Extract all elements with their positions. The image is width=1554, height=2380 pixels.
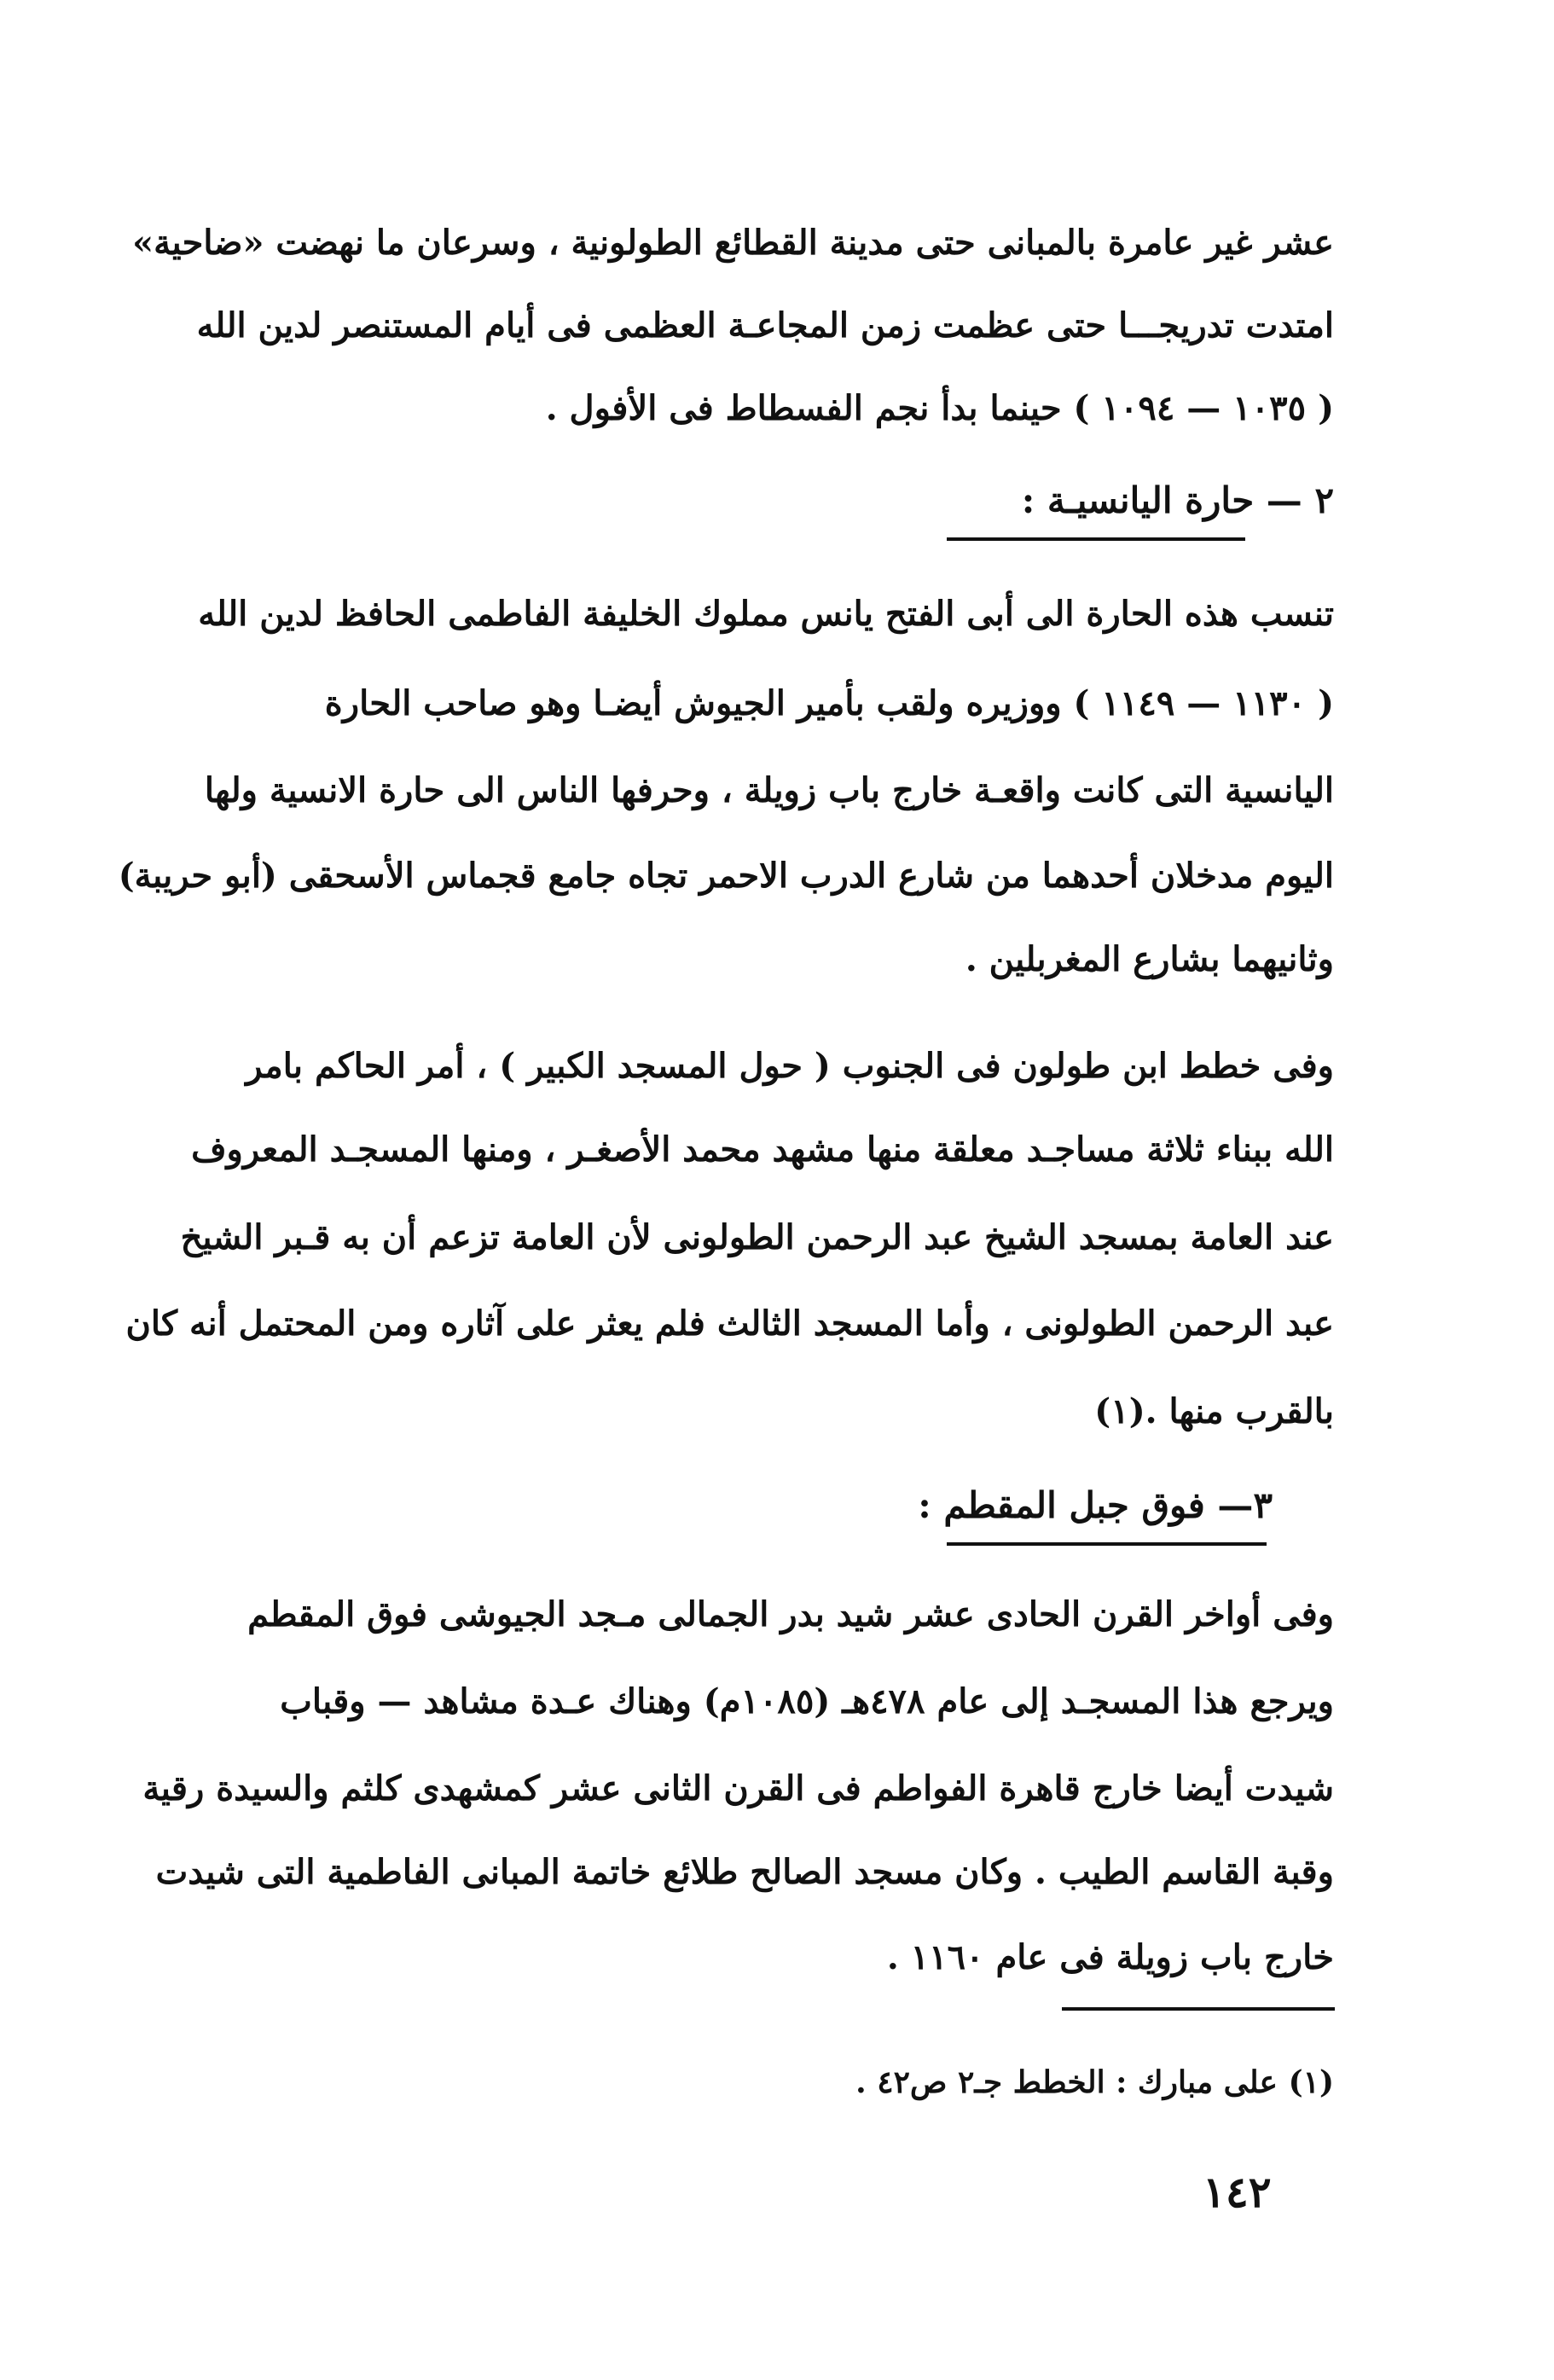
paragraph-3-line-2: الله ببناء ثلاثة مساجـد معلقة منها مشهد محمد الأصغـر ، ومنها المسجـد المعروف: [191, 1129, 1334, 1170]
paragraph-2-line-1: تنسب هذه الحارة الى أبى الفتح يانس مملوك الخليفة الفاطمى الحافظ لدين الله: [198, 594, 1334, 634]
paragraph-3-line-3: عند العامة بمسجد الشيخ عبد الرحمن الطولونى لأن العامة تزعم أن به قـبر الشيخ: [180, 1217, 1334, 1257]
paragraph-2-line-4: اليوم مدخلان أحدهما من شارع الدرب الاحمر تجاه جامع قجماس الأسحقى (أبو حريبة): [118, 856, 1334, 896]
paragraph-4-line-1: وفى أواخر القرن الحادى عشر شيد بدر الجمالى مـجد الجيوشى فوق المقطم: [247, 1594, 1334, 1634]
footnote-separator: [1062, 2007, 1335, 2011]
paragraph-2-line-5: وثانيهما بشارع المغربلين .: [965, 939, 1334, 979]
paragraph-3-line-5: بالقرب منها .(١): [1094, 1391, 1334, 1431]
paragraph-1-line-3: ( ١٠٣٥ — ١٠٩٤ ) حينما بدأ نجم الفسطاط فى الأفول .: [545, 388, 1334, 428]
paragraph-4-line-4: وقبة القاسم الطيب . وكان مسجد الصالح طلائع خاتمة المبانى الفاطمية التى شيدت: [155, 1852, 1334, 1892]
page-number: ١٤٢: [1203, 2167, 1272, 2217]
paragraph-1-line-1: عشر غير عامرة بالمبانى حتى مدينة القطائع الطولونية ، وسرعان ما نهضت «ضاحية»: [132, 223, 1334, 263]
paragraph-3-line-4: عبد الرحمن الطولونى ، وأما المسجد الثالث فلم يعثر على آثاره ومن المحتمل أنه كان: [125, 1303, 1334, 1344]
paragraph-2-line-2: ( ١١٣٠ — ١١٤٩ ) ووزيره ولقب بأمير الجيوش أيضـا وهو صاحب الحارة: [324, 683, 1334, 723]
heading-2-underline: [947, 537, 1245, 541]
section-heading-3: ٣— فوق جبل المقطم :: [918, 1484, 1273, 1526]
paragraph-2-line-3: اليانسية التى كانت واقعـة خارج باب زويلة ، وحرفها الناس الى حارة الانسية ولها: [204, 770, 1334, 810]
heading-3-underline: [947, 1542, 1267, 1546]
paragraph-1-line-2: امتدت تدريجـــا حتى عظمت زمن المجاعـة العظمى فى أيام المستنصر لدين الله: [196, 305, 1334, 345]
paragraph-4-line-3: شيدت أيضا خارج قاهرة الفواطم فى القرن الثانى عشر كمشهدى كلثم والسيدة رقية: [142, 1768, 1334, 1808]
paragraph-3-line-1: وفى خطط ابن طولون فى الجنوب ( حول المسجد الكبير ) ، أمر الحاكم بامر: [246, 1046, 1334, 1086]
paragraph-4-line-5: خارج باب زويلة فى عام ١١٦٠ .: [886, 1937, 1334, 1977]
paragraph-4-line-2: ويرجع هذا المسجـد إلى عام ٤٧٨هـ (١٠٨٥م) وهناك عـدة مشاهد — وقباب: [280, 1681, 1334, 1721]
footnote: (١) على مبارك : الخطط جـ٢ ص٤٢ .: [855, 2064, 1334, 2100]
section-heading-2: ٢ — حارة اليانسيـة :: [1021, 479, 1334, 521]
